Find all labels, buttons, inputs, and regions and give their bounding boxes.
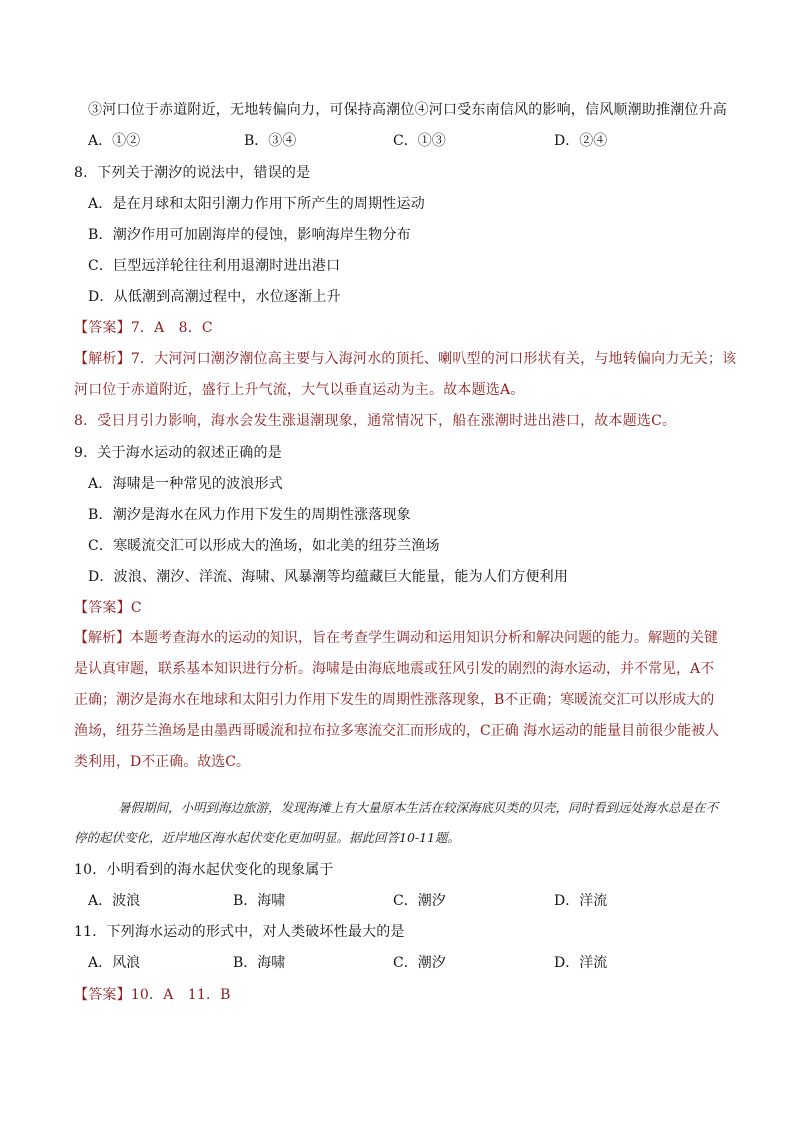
q8-option-a: A．是在月球和太阳引潮力作用下所产生的周期性运动 (88, 196, 425, 212)
answer-text: 10．A 11．B (130, 987, 231, 1003)
q8-option-d: D．从低潮到高潮过程中，水位逐渐上升 (88, 289, 341, 305)
q9-option-d: D．波浪、潮汐、洋流、海啸、风暴潮等均蕴藏巨大能量，能为人们方便利用 (88, 569, 569, 585)
explanation-9 (74, 623, 724, 778)
q9-option-c: C．寒暖流交汇可以形成大的渔场，如北美的纽芬兰渔场 (88, 538, 440, 554)
q11-option-b: B．海啸 (233, 955, 286, 971)
q7-option-b: B．③④ (244, 133, 297, 149)
answer-9 (74, 598, 142, 618)
q9-option-b: B．潮汐是海水在风力作用下发生的周期性涨落现象 (88, 507, 411, 523)
q7-statement-3-4: ③河口位于赤道附近，无地转偏向力，可保持高潮位④河口受东南信风的影响，信风顺潮助推潮位升高 (88, 102, 727, 118)
explanation-text: 7．大河河口潮汐潮位高主要与入海河水的顶托、喇叭型的河口形状有关，与地转偏向力无关；该 (130, 351, 737, 367)
explanation-7-line1 (74, 349, 736, 369)
q9-stem: 9．关于海水运动的叙述正确的是 (74, 445, 282, 461)
q11-stem: 11．下列海水运动的形式中，对人类破坏性最大的是 (74, 924, 405, 940)
answer-text: C (130, 600, 142, 616)
q8-option-b: B．潮汐作用可加剧海岸的侵蚀，影响海岸生物分布 (88, 227, 411, 243)
answer-text: 7．A 8．C (130, 320, 213, 336)
q11-option-d: D．洋流 (554, 955, 608, 971)
answer-tag: 【答案】 (74, 600, 131, 616)
explanation-8: 8．受日月引力影响，海水会发生涨退潮现象，通常情况下，船在涨潮时进出港口，故本题选C。 (74, 413, 677, 429)
answer-10-11 (74, 985, 231, 1005)
explanation-text: 本题考查海水的运动的知识，旨在考查学生调动和运用知识分析和解决问题的能力。解题的关键是认真审题，联系基本知识进行分析。海啸是由海底地震或狂风引发的剧烈的海水运动，并不常见，A不正确；潮汐是海水在地球和太阳引力作用下发生的周期性涨落现象，B不正确；寒暖流交汇可以形成大的渔场，纽芬兰渔场是由墨西哥暖流和拉布拉多寒流交汇而形成的，C正确 海水运动的能量目前很少能被人类利用，D不正确。故选C。 (74, 630, 720, 770)
q10-option-c: C．潮汐 (393, 893, 446, 909)
explanation-tag: 【解析】 (74, 630, 130, 646)
reading-material: 暑假期间，小明到海边旅游，发现海滩上有大量原本生活在较深海底贝类的贝壳，同时看到远处海水总是在不停的起伏变化，近岸地区海水起伏变化更加明显。据此回答10-11题。 (74, 800, 719, 845)
q8-option-c: C．巨型远洋轮往往利用退潮时进出港口 (88, 258, 341, 274)
answer-tag: 【答案】 (74, 987, 131, 1003)
q8-stem: 8．下列关于潮汐的说法中，错误的是 (74, 165, 311, 181)
q7-option-d: D．②④ (554, 133, 608, 149)
answer-tag: 【答案】 (74, 320, 131, 336)
q10-stem: 10．小明看到的海水起伏变化的现象属于 (74, 862, 334, 878)
q7-option-a: A．①② (88, 133, 141, 149)
q11-option-c: C．潮汐 (393, 955, 446, 971)
q10-option-d: D．洋流 (554, 893, 608, 909)
q10-option-a: A．波浪 (88, 893, 141, 909)
q11-option-a: A．风浪 (88, 955, 141, 971)
answer-7-8 (74, 318, 213, 338)
q10-option-b: B．海啸 (233, 893, 286, 909)
explanation-tag: 【解析】 (74, 351, 131, 367)
q9-option-a: A．海啸是一种常见的波浪形式 (88, 476, 283, 492)
q7-option-c: C．①③ (393, 133, 446, 149)
explanation-7-line2: 河口位于赤道附近，盛行上升气流，大气以垂直运动为主。故本题选A。 (74, 382, 525, 398)
